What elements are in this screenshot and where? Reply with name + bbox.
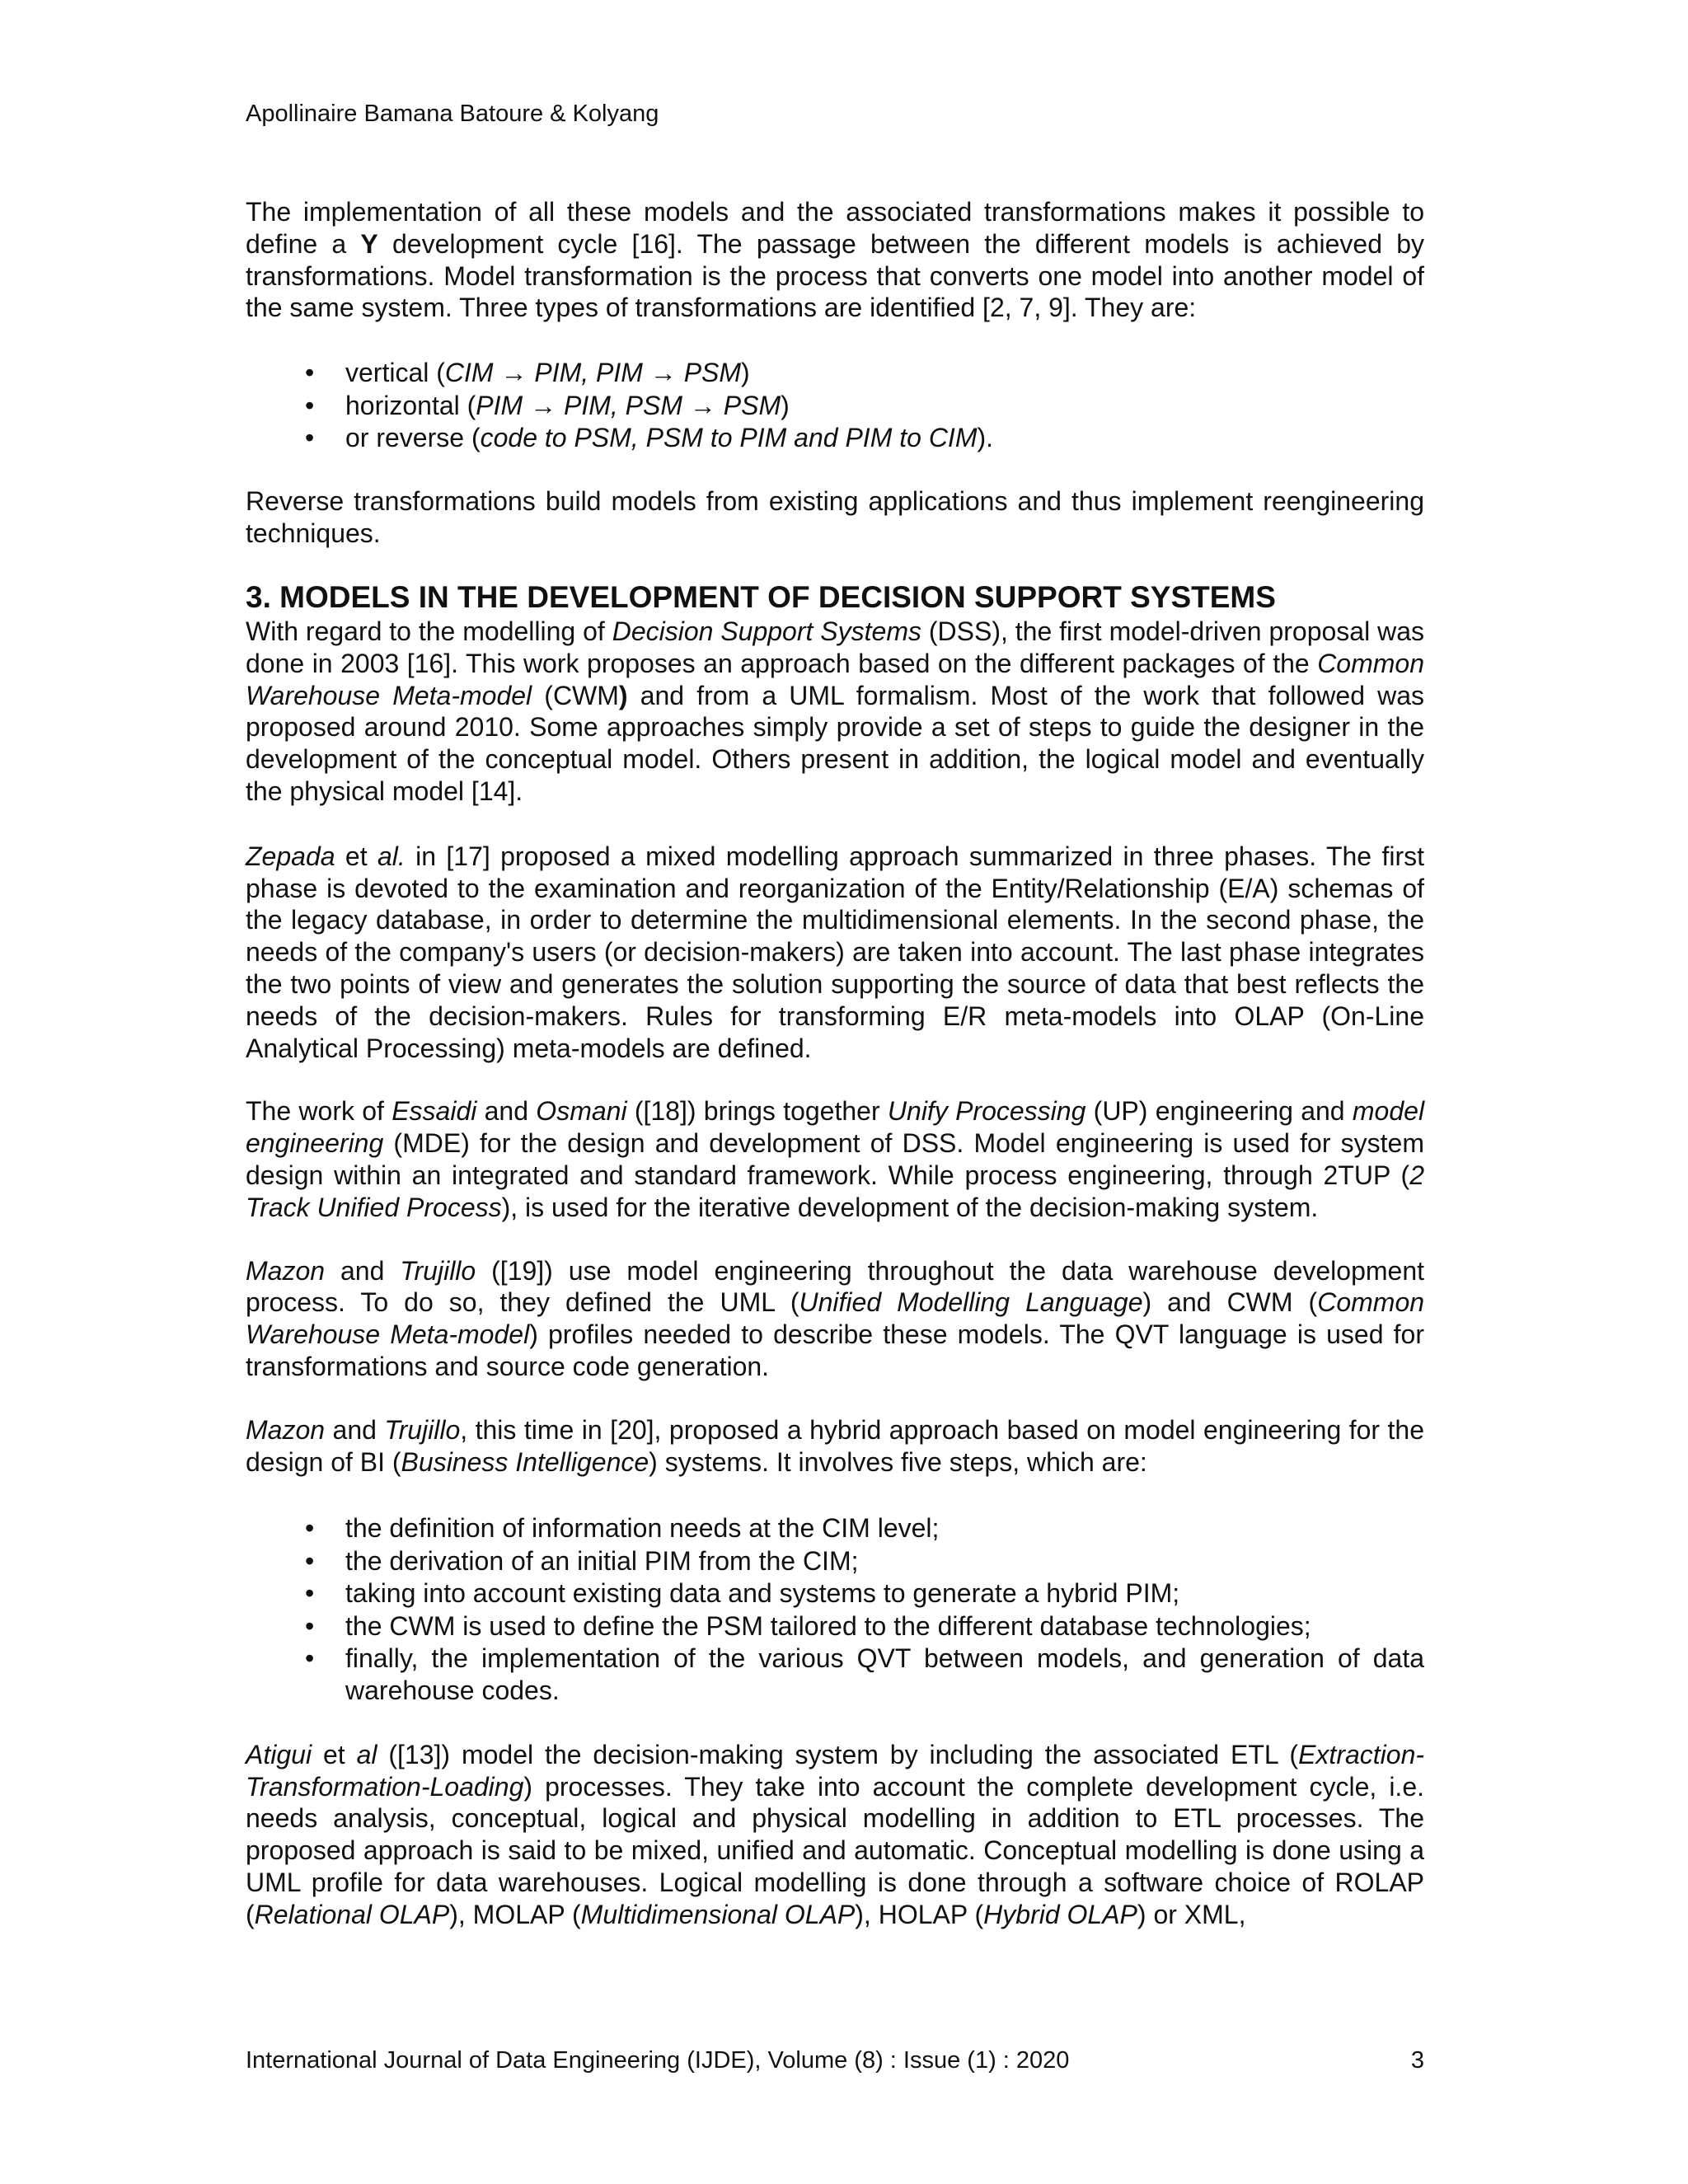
- p7-run: Business Intelligence: [401, 1446, 649, 1477]
- p8-run: Atigui: [246, 1739, 312, 1769]
- p5-run: Unify Processing: [887, 1096, 1086, 1127]
- p7-run: Trujillo: [384, 1414, 461, 1445]
- p8-run: ) processes. They take into account the complete development cycle, i.e. needs analysis, conceptual, logical and physical modelling in addition to ETL processes. The proposed approach is said to be mixed, unified and automatic. Conceptual modelling is done using a UML profile for data warehouses. Logical modelling is done through a software choice of ROLAP (: [246, 1771, 1424, 1929]
- p7-run: ) systems. It involves five steps, which are:: [649, 1446, 1147, 1477]
- list-item-run: code to PSM, PSM to PIM and PIM to CIM: [480, 423, 978, 452]
- running-head-authors: Apollinaire Bamana Batoure & Kolyang: [246, 101, 659, 127]
- p7-run: Mazon: [246, 1414, 326, 1445]
- p5-run: 2 Track Unified Process: [246, 1160, 1424, 1222]
- p6-run: ) and CWM (: [1142, 1287, 1318, 1318]
- p8-run: ), MOLAP (: [449, 1899, 581, 1929]
- p8-run: al: [356, 1739, 377, 1769]
- p3-run: (CWM: [532, 680, 619, 710]
- section-heading: 3. MODELS IN THE DEVELOPMENT OF DECISION SUPPORT SYSTEMS: [246, 580, 1276, 614]
- list-item-run: ).: [977, 423, 994, 452]
- list-item-run: or reverse (: [345, 423, 481, 452]
- list-item: [246, 357, 1424, 389]
- p1-run: Y: [360, 228, 378, 259]
- paragraph-reverse-transformations: [246, 485, 1424, 550]
- list-item: [246, 1610, 1424, 1643]
- list-item-run: PIM → PIM, PSM → PSM: [476, 390, 781, 420]
- p5-run: and: [476, 1096, 537, 1127]
- p7-run: , this time in [20], proposed a hybrid approach based on model engineering for the design of BI (: [246, 1414, 1425, 1477]
- p3-run: and from a UML formalism. Most of the work that followed was proposed around 2010. Some approaches simply provide a set of steps to guide the designer in the development of the conceptual model. Others present in addition, the logical model and eventually the physical model [14].: [246, 680, 1425, 806]
- p3-run: Decision Support Systems: [612, 616, 921, 646]
- p3-run: (DSS), the first model-driven proposal was done in 2003 [16]. This work proposes an approach based on the different packages of the: [246, 616, 1425, 678]
- p6-run: Unified Modelling Language: [799, 1287, 1143, 1318]
- list-item: [246, 1577, 1424, 1610]
- p4-run: al.: [377, 841, 406, 871]
- p4-run: Zepada: [246, 841, 335, 871]
- p5-run: The work of: [246, 1096, 392, 1127]
- p5-run: Osmani: [536, 1096, 627, 1127]
- p1-run: The implementation of all these models and the associated transformations makes it possible to define a: [246, 197, 1424, 259]
- list-item-run: the CWM is used to define the PSM tailored to the different database technologies;: [345, 1610, 1311, 1641]
- p6-run: Common Warehouse Meta-model: [246, 1287, 1425, 1350]
- list-item-run: CIM → PIM, PIM → PSM: [444, 358, 742, 388]
- p6-run: Trujillo: [400, 1255, 476, 1286]
- paragraph-zepada: [246, 841, 1424, 1065]
- p4-run: et: [335, 841, 377, 871]
- p3-run: Common Warehouse Meta-model: [246, 648, 1424, 710]
- list-item-run: the derivation of an initial PIM from the CIM;: [345, 1545, 859, 1576]
- p6-run: ([19]) use model engineering throughout the data warehouse development process. To do so, they defined the UML (: [246, 1255, 1425, 1318]
- p5-run: (MDE) for the design and development of DSS. Model engineering is used for system design within an integrated and standard framework. While process engineering, through 2TUP (: [246, 1128, 1424, 1190]
- list-item-run: ): [781, 390, 790, 420]
- footer-journal: International Journal of Data Engineering (IJDE), Volume (8) : Issue (1) : 2020: [246, 2047, 1070, 2074]
- p7-run: and: [325, 1414, 385, 1445]
- p5-run: ), is used for the iterative development of the decision-making system.: [501, 1192, 1319, 1222]
- list-item-run: the definition of information needs at the CIM level;: [345, 1513, 940, 1544]
- transformation-types-list: [246, 357, 1424, 454]
- p8-run: Relational OLAP: [254, 1899, 450, 1929]
- list-item: [246, 1643, 1424, 1708]
- page-number: 3: [1410, 2047, 1424, 2074]
- list-item: [246, 422, 1424, 454]
- p6-run: and: [325, 1255, 401, 1286]
- p1-run: development cycle [16]. The passage between the different models is achieved by transformations. Model transformation is the process that converts one model into another model of the same system. Three types of transformations are identified [2, 7, 9]. They are:: [246, 228, 1425, 323]
- p3-run: With regard to the modelling of: [246, 616, 612, 646]
- paragraph-dss-modelling: [246, 616, 1424, 808]
- p8-run: et: [312, 1739, 357, 1769]
- p4-run: in [17] proposed a mixed modelling approach summarized in three phases. The first phase is devoted to the examination and reorganization of the Entity/Relationship (E/A) schemas of the legacy database, in order to determine the multidimensional elements. In the second phase, the needs of the company's users (or decision-makers) are taken into account. The last phase integrates the two points of view and generates the solution supporting the source of data that best reflects the needs of the decision-makers. Rules for transforming E/R meta-models into OLAP (On-Line Analytical Processing) meta-models are defined.: [246, 841, 1425, 1063]
- list-item-run: horizontal (: [345, 390, 476, 420]
- paragraph-essaidi-osmani: [246, 1095, 1424, 1223]
- p8-run: Extraction-Transformation-Loading: [246, 1739, 1425, 1802]
- p5-run: ([18]) brings together: [626, 1096, 888, 1127]
- list-item: [246, 390, 1424, 422]
- p8-run: ([13]) model the decision-making system by including the associated ETL (: [377, 1739, 1299, 1769]
- list-item-run: taking into account existing data and systems to generate a hybrid PIM;: [345, 1578, 1180, 1609]
- list-item-run: finally, the implementation of the various QVT between models, and generation of data warehouse codes.: [345, 1643, 1424, 1706]
- paragraph-mazon-trujillo-20: [246, 1414, 1424, 1479]
- paragraph-mazon-trujillo-19: [246, 1255, 1424, 1383]
- p8-run: Multidimensional OLAP: [580, 1899, 856, 1929]
- p5-run: (UP) engineering and: [1085, 1096, 1353, 1127]
- list-item-run: ): [741, 358, 750, 388]
- p6-run: ) profiles needed to describe these models. The QVT language is used for transformations and source code generation.: [246, 1319, 1425, 1381]
- p3-run: ): [618, 680, 628, 710]
- p5-run: model engineering: [246, 1096, 1425, 1159]
- p5-run: Essaidi: [392, 1096, 477, 1127]
- five-steps-list: [246, 1512, 1424, 1707]
- page-footer: [246, 2044, 1424, 2077]
- list-item-run: vertical (: [345, 358, 445, 388]
- body-content: [246, 196, 1424, 1931]
- paragraph-y-cycle: [246, 196, 1424, 324]
- list-item: [246, 1545, 1424, 1577]
- paragraph-atigui: [246, 1739, 1424, 1931]
- p6-run: Mazon: [246, 1255, 326, 1286]
- list-item: [246, 1512, 1424, 1544]
- p8-run: ), HOLAP (: [855, 1899, 984, 1929]
- p8-run: ) or XML,: [1137, 1899, 1246, 1929]
- p2-run: Reverse transformations build models from existing applications and thus implement reengineering techniques.: [246, 486, 1424, 549]
- p8-run: Hybrid OLAP: [983, 1899, 1137, 1929]
